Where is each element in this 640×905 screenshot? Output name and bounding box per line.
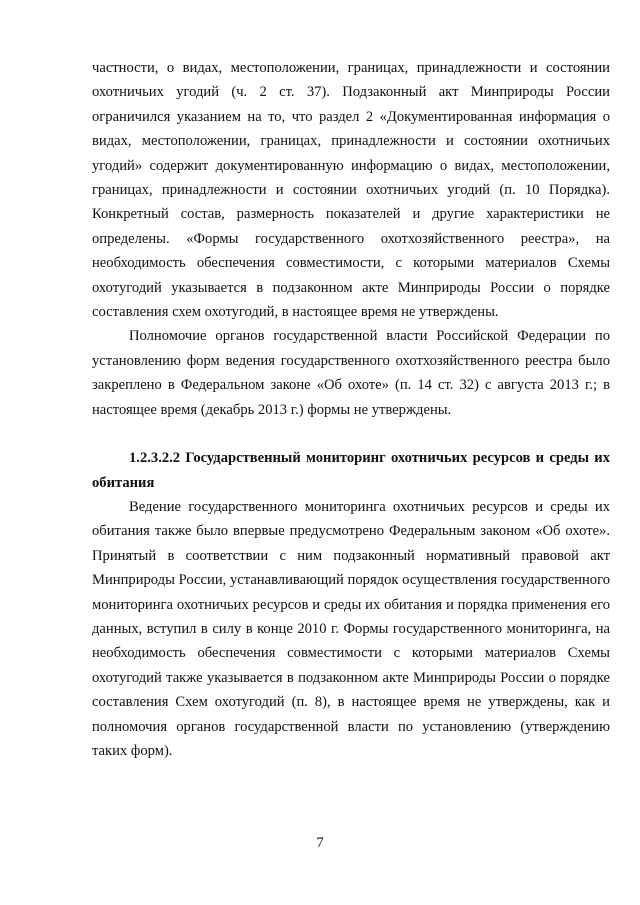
section-heading: 1.2.3.2.2 Государственный мониторинг охотничьих ресурсов и среды их обитания <box>92 450 610 491</box>
page-number: 7 <box>316 835 324 851</box>
section-gap <box>92 422 610 446</box>
paragraph-continuation: частности, о видах, местоположении, границах, принадлежности и состоянии охотничьих угодий (ч. 2 ст. 37). Подзаконный акт Минприроды России ограничился указанием на то, что раздел 2 «Документированная информация о видах, местоположении, границах, принадлежности и состоянии охотничьих угодий» содержит документированную информацию о видах, местоположении, границах, принадлежности и состоянии охотничьих угодий (п. 10 Порядка). Конкретный состав, размерность показателей и другие характеристики не определены. «Формы государственного охотхозяйственного реестра», на необходимость обеспечения совместимости, с которыми материалов Схемы охотугодий указывается в подзаконном акте Минприроды России о порядке составления схем охотугодий, в настоящее время не утверждены. <box>92 60 610 321</box>
paragraph-authority: Полномочие органов государственной власти Российской Федерации по установлению форм ведения государственного охотхозяйственного реестра было закреплено в Федеральном законе «Об охоте» (п. 14 ст. 32) с августа 2013 г.; в настоящее время (декабрь 2013 г.) формы не утверждены. <box>92 328 610 418</box>
document-body <box>92 56 610 763</box>
paragraph-monitoring: Ведение государственного мониторинга охотничьих ресурсов и среды их обитания также было впервые предусмотрено Федеральным законом «Об охоте». Принятый в соответствии с ним подзаконный нормативный правовой акт Минприроды России, устанавливающий порядок осуществления государственного мониторинга охотничьих ресурсов и среды их обитания и порядка применения его данных, вступил в силу в конце 2010 г. Формы государственного мониторинга, на необходимость обеспечения совместимости с которыми материалов Схемы охотугодий также указывается в подзаконном акте Минприроды России о порядке составления Схем охотугодий (п. 8), в настоящее время не утверждены, как и полномочия органов государственной власти по установлению (утверждению таких форм). <box>92 498 610 759</box>
